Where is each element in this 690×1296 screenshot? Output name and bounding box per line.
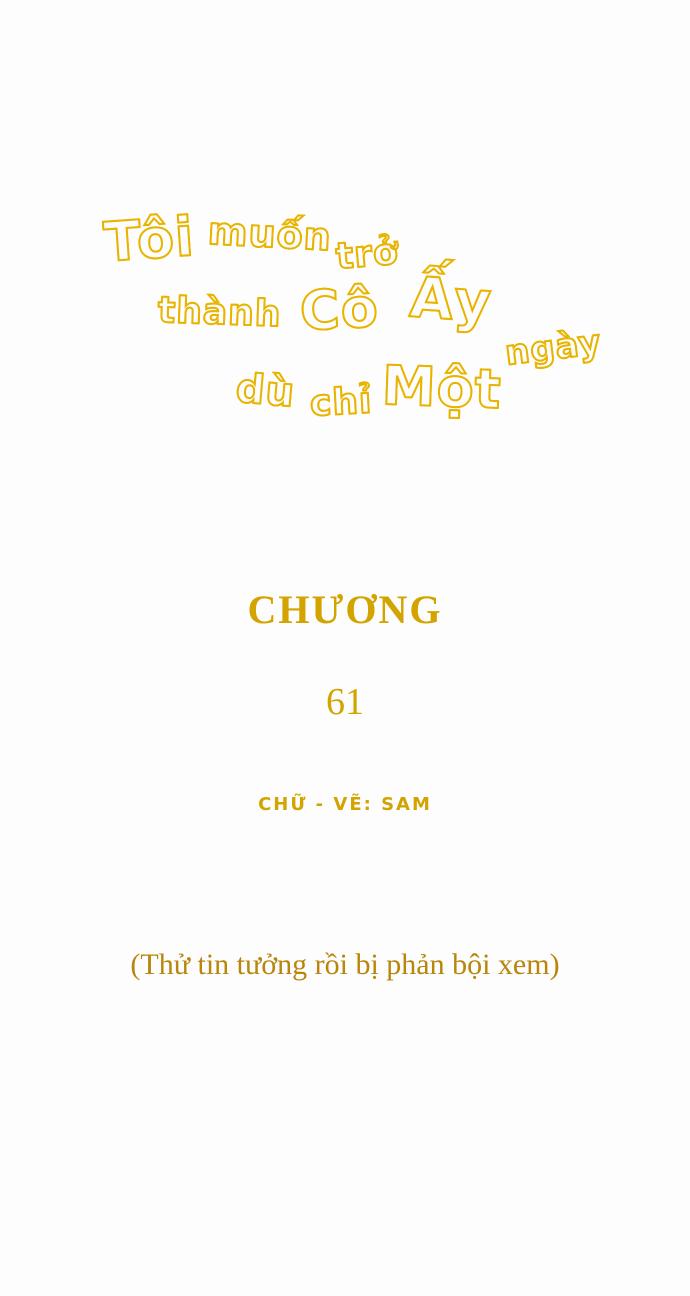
title-word-mot: Một (380, 353, 503, 422)
chapter-number: 61 (326, 681, 364, 723)
title-word-chi: chỉ (308, 380, 374, 425)
title-word-ay: Ấy (407, 265, 495, 336)
author-credit: CHỮ - VẼ: SAM (258, 794, 432, 815)
title-word-co: Cô (298, 275, 381, 344)
title-word-du: dù (234, 365, 298, 417)
title-word-tro: trở (334, 231, 401, 278)
title-word-thanh: thành (157, 289, 283, 336)
title-word-toi: Tôi (101, 204, 197, 275)
chapter-label: CHƯƠNG (247, 587, 443, 632)
title-word-muon: muốn (206, 208, 333, 260)
series-title-logo (0, 196, 690, 456)
title-word-ngay: ngày (502, 322, 604, 374)
chapter-subtitle: (Thử tin tưởng rồi bị phản bội xem) (130, 948, 560, 981)
